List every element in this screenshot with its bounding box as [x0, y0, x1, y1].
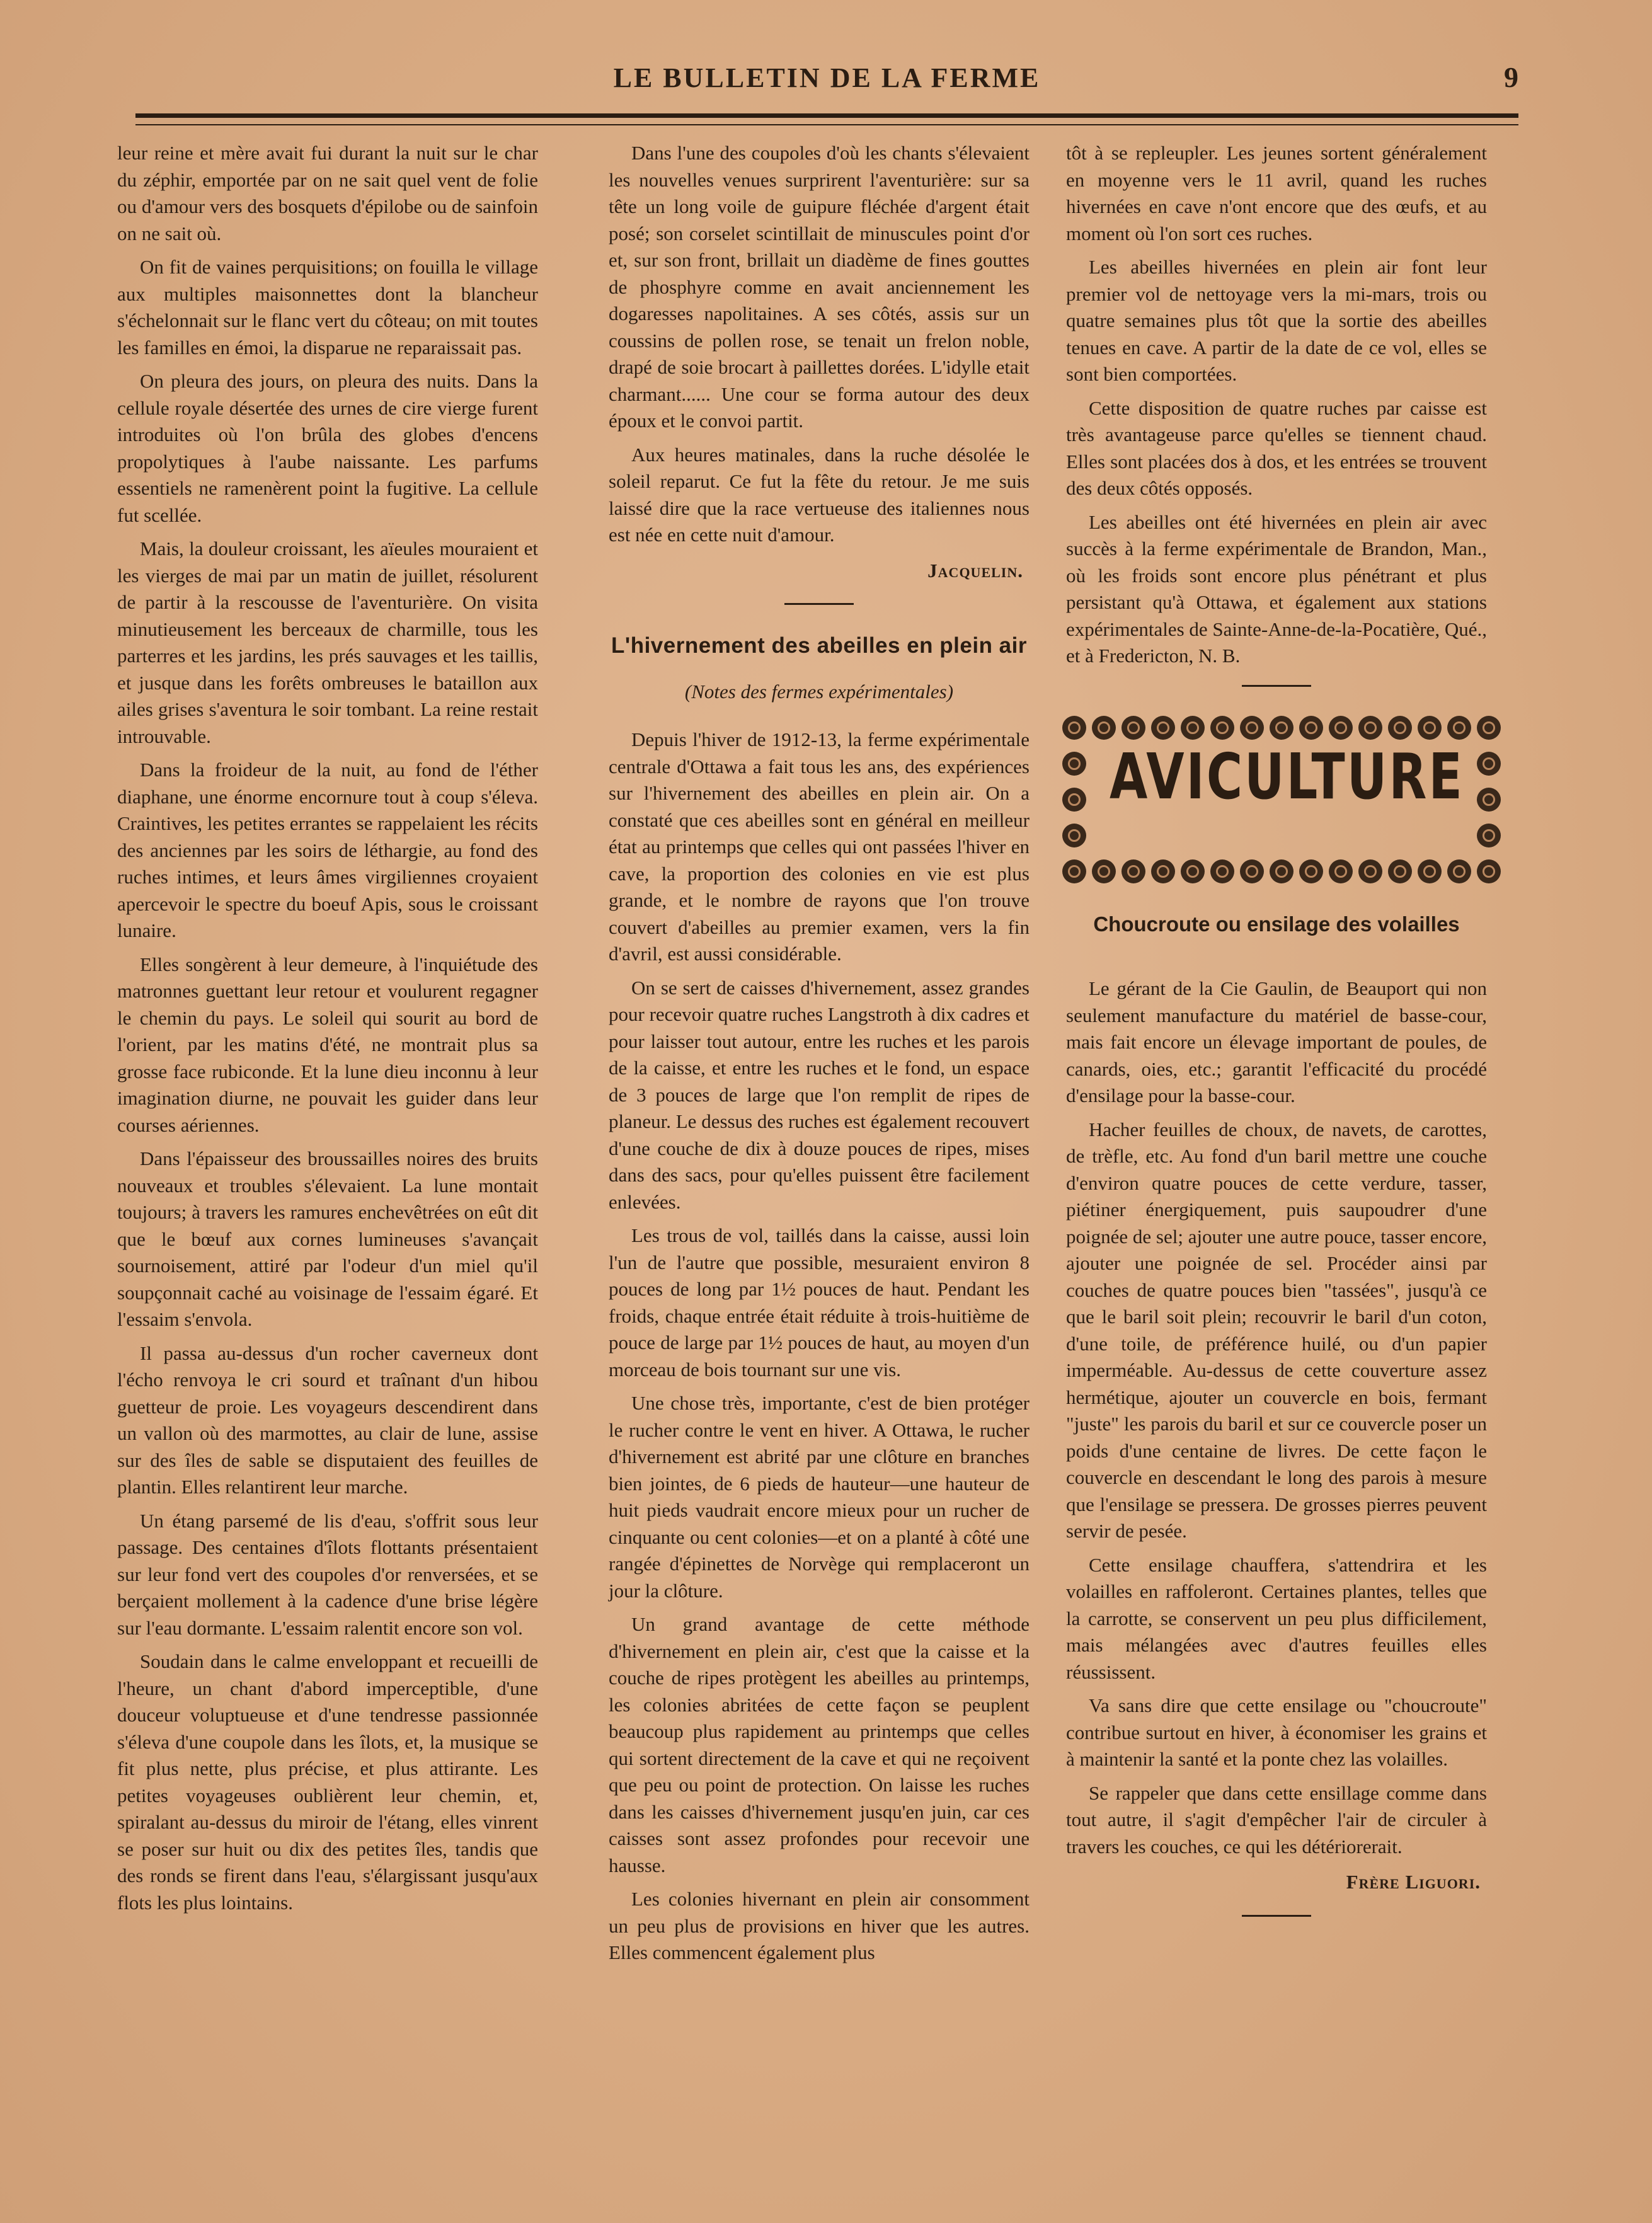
paragraph: Il passa au-dessus d'un rocher caverneux dont l'écho renvoya le cri sourd et traînant d'un hibou guetteur de proie. Les voyageurs descendirent dans un vallon où des marmottes, au clair de lune, assise sur des îles de sable se disputaient des feuilles de plantin. Elles relantirent leur marche. — [117, 1341, 538, 1498]
rosette-icon — [1447, 859, 1471, 883]
rosette-icon — [1447, 716, 1471, 740]
rosette-icon — [1181, 859, 1205, 883]
paragraph: Soudain dans le calme enveloppant et recueilli de l'heure, un chant d'abord imperceptible, d'une douceur voluptueuse et d'une tendresse passionnée s'éleva d'une coupole dans les îlots, et, la musique se fit plus nette, plus précise, et plus attirante. Les petites voyageuses oublièrent leur chemin, et, spiralant au-dessus du miroir de l'étang, elles vinrent se poser sur huit ou dix des petites îles, tandis que des ronds se firent dans l'eau, s'élargissant jusqu'aux flots les plus lointains. — [117, 1650, 538, 1914]
page-header — [135, 62, 1518, 106]
rosette-icon — [1092, 859, 1116, 883]
paragraph: Cette disposition de quatre ruches par caisse est très avantageuse parce qu'elles se tiennent chaud. Elles sont placées dos à dos, et les entrées se trouvent des deux côtés opposés. — [1066, 396, 1487, 499]
paragraph: Dans la froideur de la nuit, au fond de l'éther diaphane, une énorme encornure tout à coup s'éleva. Craintives, les petites errantes se rappelaient les récits des anciennes par les soirs de léthargie, au fond des ruches intimes, et leurs âmes virgiliennes croyaient apercevoir le spectre du boeuf Apis, sous le croissant lunaire. — [117, 759, 538, 941]
rosette-icon — [1210, 716, 1234, 740]
rosette-icon — [1270, 716, 1293, 740]
column-2 — [609, 140, 1030, 1973]
rosette-icon — [1092, 716, 1116, 740]
section-divider — [1242, 1915, 1311, 1917]
rosette-icon — [1181, 716, 1205, 740]
section-divider — [1242, 685, 1311, 687]
rosette-icon — [1329, 859, 1353, 883]
paragraph: Dans l'une des coupoles d'où les chants s'élevaient les nouvelles venues surprirent l'aventurière: sur sa tête un long voile de guipure fléchée d'argent était posé; son corselet scintillait de minuscules point d'or et, sur son front, brillait un diadème de fines gouttes de phosphyre comme en avait anciennement les dogaresses napolitaines. A ses côtés, assis sur un coussins de pollen rose, se tenait un frelon noble, drapé de soie brocart à paillettes dorées. L'idylle etait charmant...... Une cour se forma autour des deux époux et le convoi partit. — [609, 142, 1030, 432]
publication-title: LE BULLETIN DE LA FERME — [613, 62, 1041, 93]
rosette-icon — [1240, 859, 1264, 883]
paragraph: Le gérant de la Cie Gaulin, de Beauport qui non seulement manufacture du matériel de basse-cour, mais fait encore un élevage important de poules, de canards, oies, etc.; garantit l'efficacité du procédé d'ensilage pour la basse-cour. — [1066, 977, 1487, 1106]
rosette-icon — [1388, 716, 1412, 740]
rosette-icon — [1062, 788, 1086, 812]
rosette-icon — [1299, 716, 1323, 740]
rosette-icon — [1329, 716, 1353, 740]
rosette-icon — [1477, 752, 1501, 776]
paragraph: Les abeilles ont été hivernées en plein air avec succès à la ferme expérimentale de Brandon, Man., où les froids sont encore plus pénétrant et plus persistant qu'à Ottawa, et également aux stations expérimentales de Sainte-Anne-de-la-Pocatière, Qué., et à Fredericton, N. B. — [1066, 510, 1487, 667]
banner-title: AVICULTURE — [1110, 739, 1464, 813]
article-title: Choucroute ou ensilage des volailles — [1093, 912, 1460, 936]
section-divider — [784, 603, 854, 605]
rosette-icon — [1477, 824, 1501, 847]
rosette-icon — [1062, 716, 1086, 740]
rosette-icon — [1121, 859, 1145, 883]
paragraph: On se sert de caisses d'hivernement, assez grandes pour recevoir quatre ruches Langstroth à dix cadres et pour laisser tout autour, entre les ruches et les parois de la caisse, et entre les ruches et le fond, un espace de 3 pouces de large que l'on remplit de ripes de planeur. Le dessus des ruches est également recouvert d'une couche de dix à douze pouces de ripes, mises dans des sacs, pour qu'elles puissent être facilement enlevées. — [609, 976, 1030, 1213]
paragraph: Les colonies hivernant en plein air consomment un peu plus de provisions en hiver que les autres. Elles commencent également plus — [609, 1888, 1030, 1963]
rosette-icon — [1151, 859, 1175, 883]
section-banner — [1061, 715, 1502, 885]
paragraph: On fit de vaines perquisitions; on fouilla le village aux multiples maisonnettes dont la blancheur s'échelonnait sur le flanc vert du côteau; on mit toutes les familles en émoi, la disparue ne reparaissait pas. — [117, 256, 538, 359]
rosette-icon — [1418, 859, 1442, 883]
rosette-icon — [1240, 716, 1264, 740]
rosette-icon — [1477, 716, 1501, 740]
rosette-icon — [1270, 859, 1293, 883]
paragraph: Les abeilles hivernées en plein air font leur premier vol de nettoyage vers la mi-mars, trois ou quatre semaines plus tôt que la sortie des abeilles tenues en cave. A partir de la date de ce vol, elles se sont bien comportées. — [1066, 256, 1487, 385]
paragraph: Un grand avantage de cette méthode d'hivernement en plein air, c'est que la caisse et la couche de ripes protègent les abeilles au printemps, les colonies abritées de cette façon se peuplent beaucoup plus rapidement au printemps que celles qui sortent directement de la cave et qui ne reçoivent que peu ou point de protection. On laisse les ruches dans les caisses d'hivernement jusqu'en juin, car ces caisses sont assez profondes pour recevoir une hausse. — [609, 1613, 1030, 1876]
rosette-icon — [1121, 716, 1145, 740]
article-title: L'hivernement des abeilles en plein air — [611, 633, 1027, 658]
rosette-icon — [1388, 859, 1412, 883]
rosette-icon — [1062, 824, 1086, 847]
author-signature: Jacquelin. — [927, 559, 1023, 582]
rosette-icon — [1299, 859, 1323, 883]
paragraph: Mais, la douleur croissant, les aïeules mouraient et les vierges de mai par un matin de juillet, résolurent de partir à la rescousse de l'aventurière. On visita minutieusement les berceaux de charmille, tous les parterres et les jardins, les prés sauvages et les taillis, et jusque dans les forêts ombreuses le bataillon aux ailes grises s'aventura le soir tombant. La reine restait introuvable. — [117, 537, 538, 747]
paragraph: Se rappeler que dans cette ensillage comme dans tout autre, il s'agit d'empêcher l'air de circuler à travers les couches, ce qui les détériorerait. — [1066, 1781, 1487, 1858]
column-1 — [117, 140, 538, 1923]
paragraph: On pleura des jours, on pleura des nuits. Dans la cellule royale désertée des urnes de cire vierge furent introduites où l'on brûla des globes d'encens propolytiques à l'aube naissante. Les parfums essentiels ne ramenèrent point la fugitive. La cellule fut scellée. — [117, 370, 538, 526]
paragraph: Une chose très, importante, c'est de bien protéger le rucher contre le vent en hiver. A Ottawa, le rucher d'hivernement est abrité par une clôture en branches bien jointes, de 6 pieds de hauteur—une hauteur de huit pieds vaudrait encore mieux pour un rucher de cinquante ou cent colonies—et on a planté à côté une rangée d'épinettes de Norvège qui remplaceront un jour la clôture. — [609, 1392, 1030, 1602]
paragraph: Dans l'épaisseur des broussailles noires des bruits nouveaux et troubles s'élevaient. La lune montait toujours; à travers les ramures enchevêtrées on eût dit que le bœuf aux cornes lumineuses s'avançait sournoisement, attiré par l'odeur d'un miel qu'il soupçonnait caché au voisinage de l'essaim égaré. Et l'essaim s'envola. — [117, 1147, 538, 1330]
rosette-icon — [1151, 716, 1175, 740]
rosette-icon — [1418, 716, 1442, 740]
paragraph: Depuis l'hiver de 1912-13, la ferme expérimentale centrale d'Ottawa a fait tous les ans, des expériences sur l'hivernement des abeilles en plein air. On a constaté que ces abeilles sont en général en meilleur état au printemps que celles qui ont passées l'hiver en cave, la proportion des colonies en vie est plus grande, et le nombre de rayons que l'on trouve couvert d'abeilles au premier examen, vers la fin d'avril, est aussi considérable. — [609, 728, 1030, 965]
column-3 — [1066, 140, 1487, 1944]
author-signature: Frère Liguori. — [1346, 1871, 1481, 1893]
header-rule-thick — [135, 113, 1518, 118]
rosette-icon — [1477, 859, 1501, 883]
article-subtitle: (Notes des fermes expérimentales) — [684, 680, 954, 703]
paragraph: Cette ensilage chauffera, s'attendrira et les volailles en raffoleront. Certaines plantes, telles que la carrotte, se conservent un peu plus difficilement, mais mélangées avec d'autres feuilles elles réussissent. — [1066, 1553, 1487, 1683]
paragraph: leur reine et mère avait fui durant la nuit sur le char du zéphir, emportée par on ne sait quel vent de folie ou d'amour vers des bosquets d'épilobe ou de sainfoin on ne sait où. — [117, 142, 538, 244]
paragraph: Aux heures matinales, dans la ruche désolée le soleil reparut. Ce fut la fête du retour. Je me suis laissé dire que la race vertueuse des italiennes nous est née en cette nuit d'amour. — [609, 443, 1030, 546]
paragraph: Va sans dire que cette ensilage ou "choucroute" contribue surtout en hiver, à économiser les grains et à maintenir la santé et la ponte chez las volailles. — [1066, 1694, 1487, 1770]
page-number: 9 — [1504, 61, 1518, 93]
paragraph: tôt à se repleupler. Les jeunes sortent généralement en moyenne vers le 11 avril, quand les ruches hivernées en cave n'ont encore que des œufs, et au moment où l'on sort ces ruches. — [1066, 142, 1487, 244]
rosette-icon — [1062, 752, 1086, 776]
rosette-icon — [1358, 716, 1382, 740]
rosette-icon — [1062, 859, 1086, 883]
rosette-icon — [1358, 859, 1382, 883]
paragraph: Un étang parsemé de lis d'eau, s'offrit sous leur passage. Des centaines d'îlots flottants présentaient sur leur fond vert des coupoles d'or renversées, et se berçaient mollement à la cadence d'une brise légère sur l'eau dormante. L'essaim ralentit encore son vol. — [117, 1509, 538, 1639]
paragraph: Hacher feuilles de choux, de navets, de carottes, de trèfle, etc. Au fond d'un baril mettre une couche d'environ quatre pouces de cette verdure, tasser, piétiner énergiquement, puis saupoudrer d'une poignée de sel; ajouter une autre pouce, tasser encore, ajouter une poignée de sel. Procéder ainsi par couches de quatre pouces bien "tassées", jusqu'à ce que le baril soit plein; recouvrir le baril d'un coton, d'une toile, de préférence huilé, ou d'un papier imperméable. Au-dessus de cette couverture assez hermétique, ajouter un couvercle en bois, fermant "juste" les parois du baril et sur ce couvercle poser un poids d'une centaine de livres. De cette façon le couvercle en descendant le long des parois à mesure que l'ensilage se pressera. De grosses pierres peuvent servir de pesée. — [1066, 1118, 1487, 1542]
header-rule-thin — [135, 124, 1518, 125]
rosette-icon — [1210, 859, 1234, 883]
paragraph: Elles songèrent à leur demeure, à l'inquiétude des matronnes guettant leur retour et voulurent regagner le chemin du pays. Le soleil qui sourit au bord de l'orient, par les matins d'été, ne montrait plus sa grosse face rubiconde. Et la lune dieu inconnu à leur imagination diurne, ne pouvait les guider dans leur courses aériennes. — [117, 953, 538, 1136]
rosette-icon — [1477, 788, 1501, 812]
paragraph: Les trous de vol, taillés dans la caisse, aussi loin l'un de l'autre que possible, mesuraient environ 8 pouces de long par 1½ pouces de haut. Pendant les froids, chaque entrée était réduite à trois-huitième de pouce de large par 1½ pouces de haut, au moyen d'un morceau de bois tournant sur une vis. — [609, 1224, 1030, 1381]
